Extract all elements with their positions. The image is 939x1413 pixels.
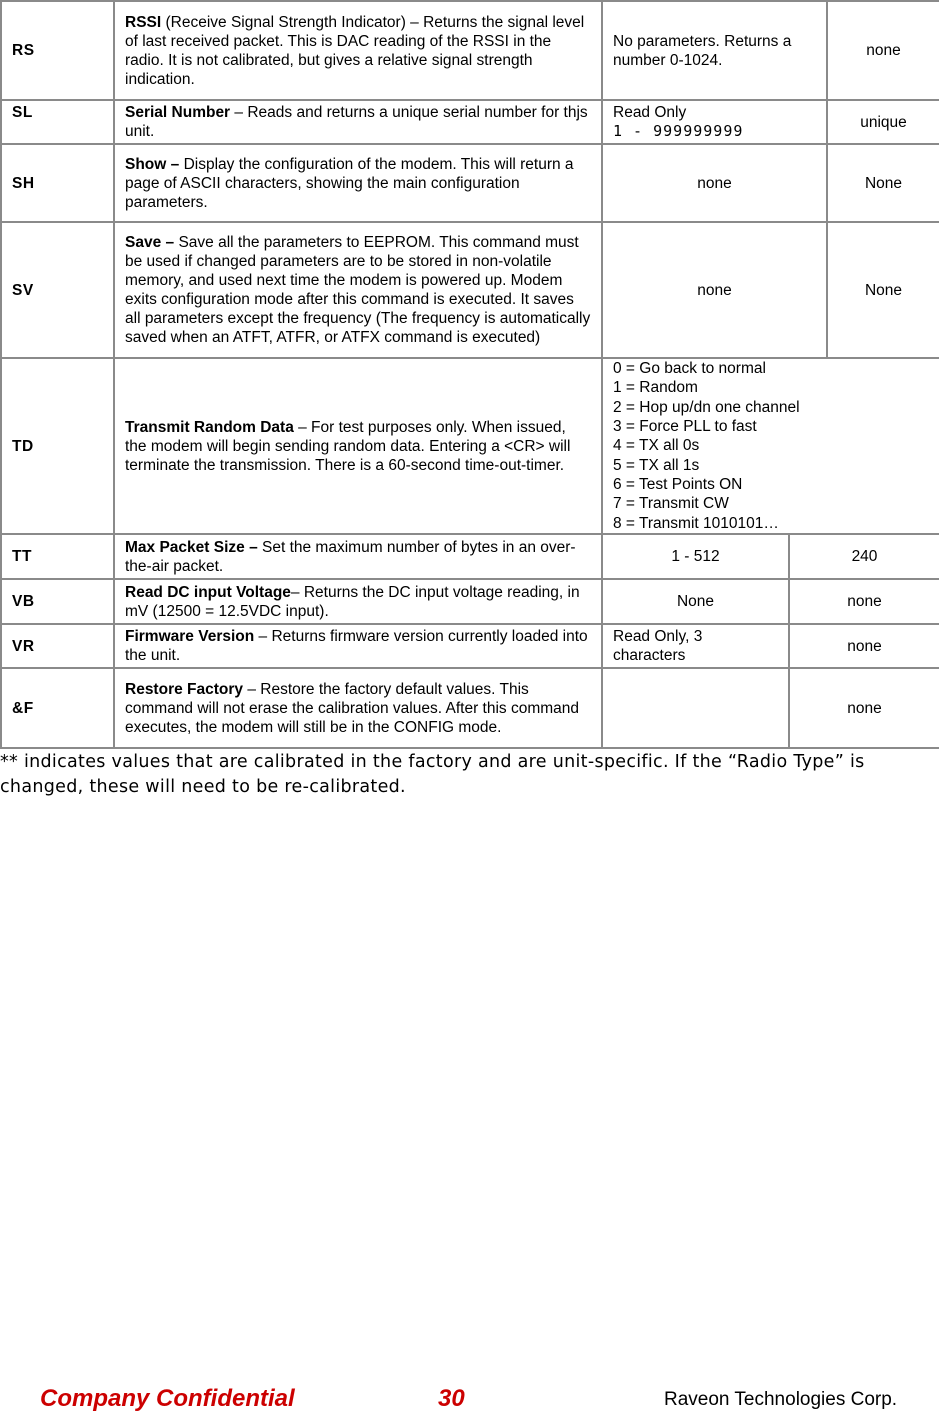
command-name: Transmit Random Data [125,418,294,436]
command-params: none [602,222,827,358]
command-desc-text: – Returns the DC input voltage reading, in mV (12500 = 12.5VDC input). [125,583,580,620]
command-params: none [602,144,827,222]
command-params [602,624,789,668]
option-item: 4 = TX all 0s [613,437,700,455]
command-description [114,222,602,358]
command-description [114,668,602,748]
command-name: Firmware Version [125,628,255,645]
command-code: TT [1,534,114,579]
option-item: 8 = Transmit 1010101… [613,514,779,532]
command-params [602,668,789,748]
command-description [114,358,602,534]
company-name: Raveon Technologies Corp. [664,1389,898,1410]
command-desc-text: – Returns firmware version currently loaded into the unit. [125,628,588,664]
command-default: none [789,579,939,624]
option-item: 5 = TX all 1s [613,456,700,474]
table-row [1,100,939,144]
confidential-label: Company Confidential [40,1385,295,1412]
command-params: No parameters. Returns a number 0-1024. [602,1,827,100]
params-line: Read Only, 3 [613,628,703,645]
command-desc-text: Save all the parameters to EEPROM. This command must be used if changed parameters are to be stored in non-volatile memory, and used next time the modem is powered up. Modem exits configuration mode after this command is executed. It saves all parameters except the frequency (The frequency is automatically saved when an ATFT, ATFR, or ATFX command is executed) [125,234,591,346]
option-item: 7 = Transmit CW [613,495,729,513]
command-params: None [602,579,789,624]
command-name: Save – [125,234,175,251]
page-footer [0,1385,939,1413]
command-options [602,358,939,534]
command-desc-text: – Restore the factory default values. This command will not erase the calibration values. After this command executes, the modem will still be in the CONFIG mode. [125,680,580,736]
params-line: characters [613,647,686,664]
table-row [1,1,939,100]
command-code: RS [1,1,114,100]
command-default: none [827,1,939,100]
command-default: unique [827,100,939,144]
command-name: RSSI [125,13,162,31]
page-number: 30 [438,1385,465,1412]
command-code: &F [1,668,114,748]
command-description [114,144,602,222]
option-item: 6 = Test Points ON [613,475,743,493]
table-row [1,579,939,624]
command-code: SV [1,222,114,358]
table-row [1,222,939,358]
command-code: VR [1,624,114,668]
command-description [114,624,602,668]
command-default: None [827,144,939,222]
command-desc-text: – Reads and returns a unique serial number for thjs unit. [125,104,588,140]
command-name: Show – [125,155,180,173]
command-name: Read DC input Voltage [125,583,291,601]
command-code: VB [1,579,114,624]
command-description [114,534,602,579]
calibration-note: ** indicates values that are calibrated in the factory and are unit-specific. If the “Radio Type” is changed, these will need to be re-calibrated. [0,752,865,797]
table-row [1,144,939,222]
command-desc-text: – For test purposes only. When issued, the modem will begin sending random data. Entering a <CR> will terminate the transmission. There is a 60-second time-out-timer. [125,418,571,474]
command-name: Max Packet Size – [125,538,258,556]
command-desc-text: (Receive Signal Strength Indicator) – Returns the signal level of last received packet. This is DAC reading of the RSSI in the radio. It is not calibrated, but gives a relative signal strength indication. [125,13,585,88]
table-row [1,358,939,534]
command-desc-text: Set the maximum number of bytes in an over-the-air packet. [125,538,576,575]
command-default: None [827,222,939,358]
command-name: Serial Number [125,104,231,121]
option-item: 1 = Random [613,379,698,397]
command-code: SH [1,144,114,222]
params-range: 1 - 999999999 [613,122,744,140]
command-name: Restore Factory [125,680,244,698]
table-row [1,534,939,579]
params-line: Read Only [613,104,687,121]
option-item: 3 = Force PLL to fast [613,418,757,436]
option-item: 2 = Hop up/dn one channel [613,398,800,416]
command-default: none [789,668,939,748]
command-default: none [789,624,939,668]
command-params: 1 - 512 [602,534,789,579]
command-code: SL [1,100,114,144]
table-row [1,624,939,668]
command-default: 240 [789,534,939,579]
option-item: 0 = Go back to normal [613,360,766,378]
command-description [114,579,602,624]
command-code: TD [1,358,114,534]
table-row [1,668,939,748]
command-params [602,100,827,144]
command-desc-text: Display the configuration of the modem. This will return a page of ASCII characters, showing the main configuration parameters. [125,155,574,211]
command-description [114,100,602,144]
command-description [114,1,602,100]
